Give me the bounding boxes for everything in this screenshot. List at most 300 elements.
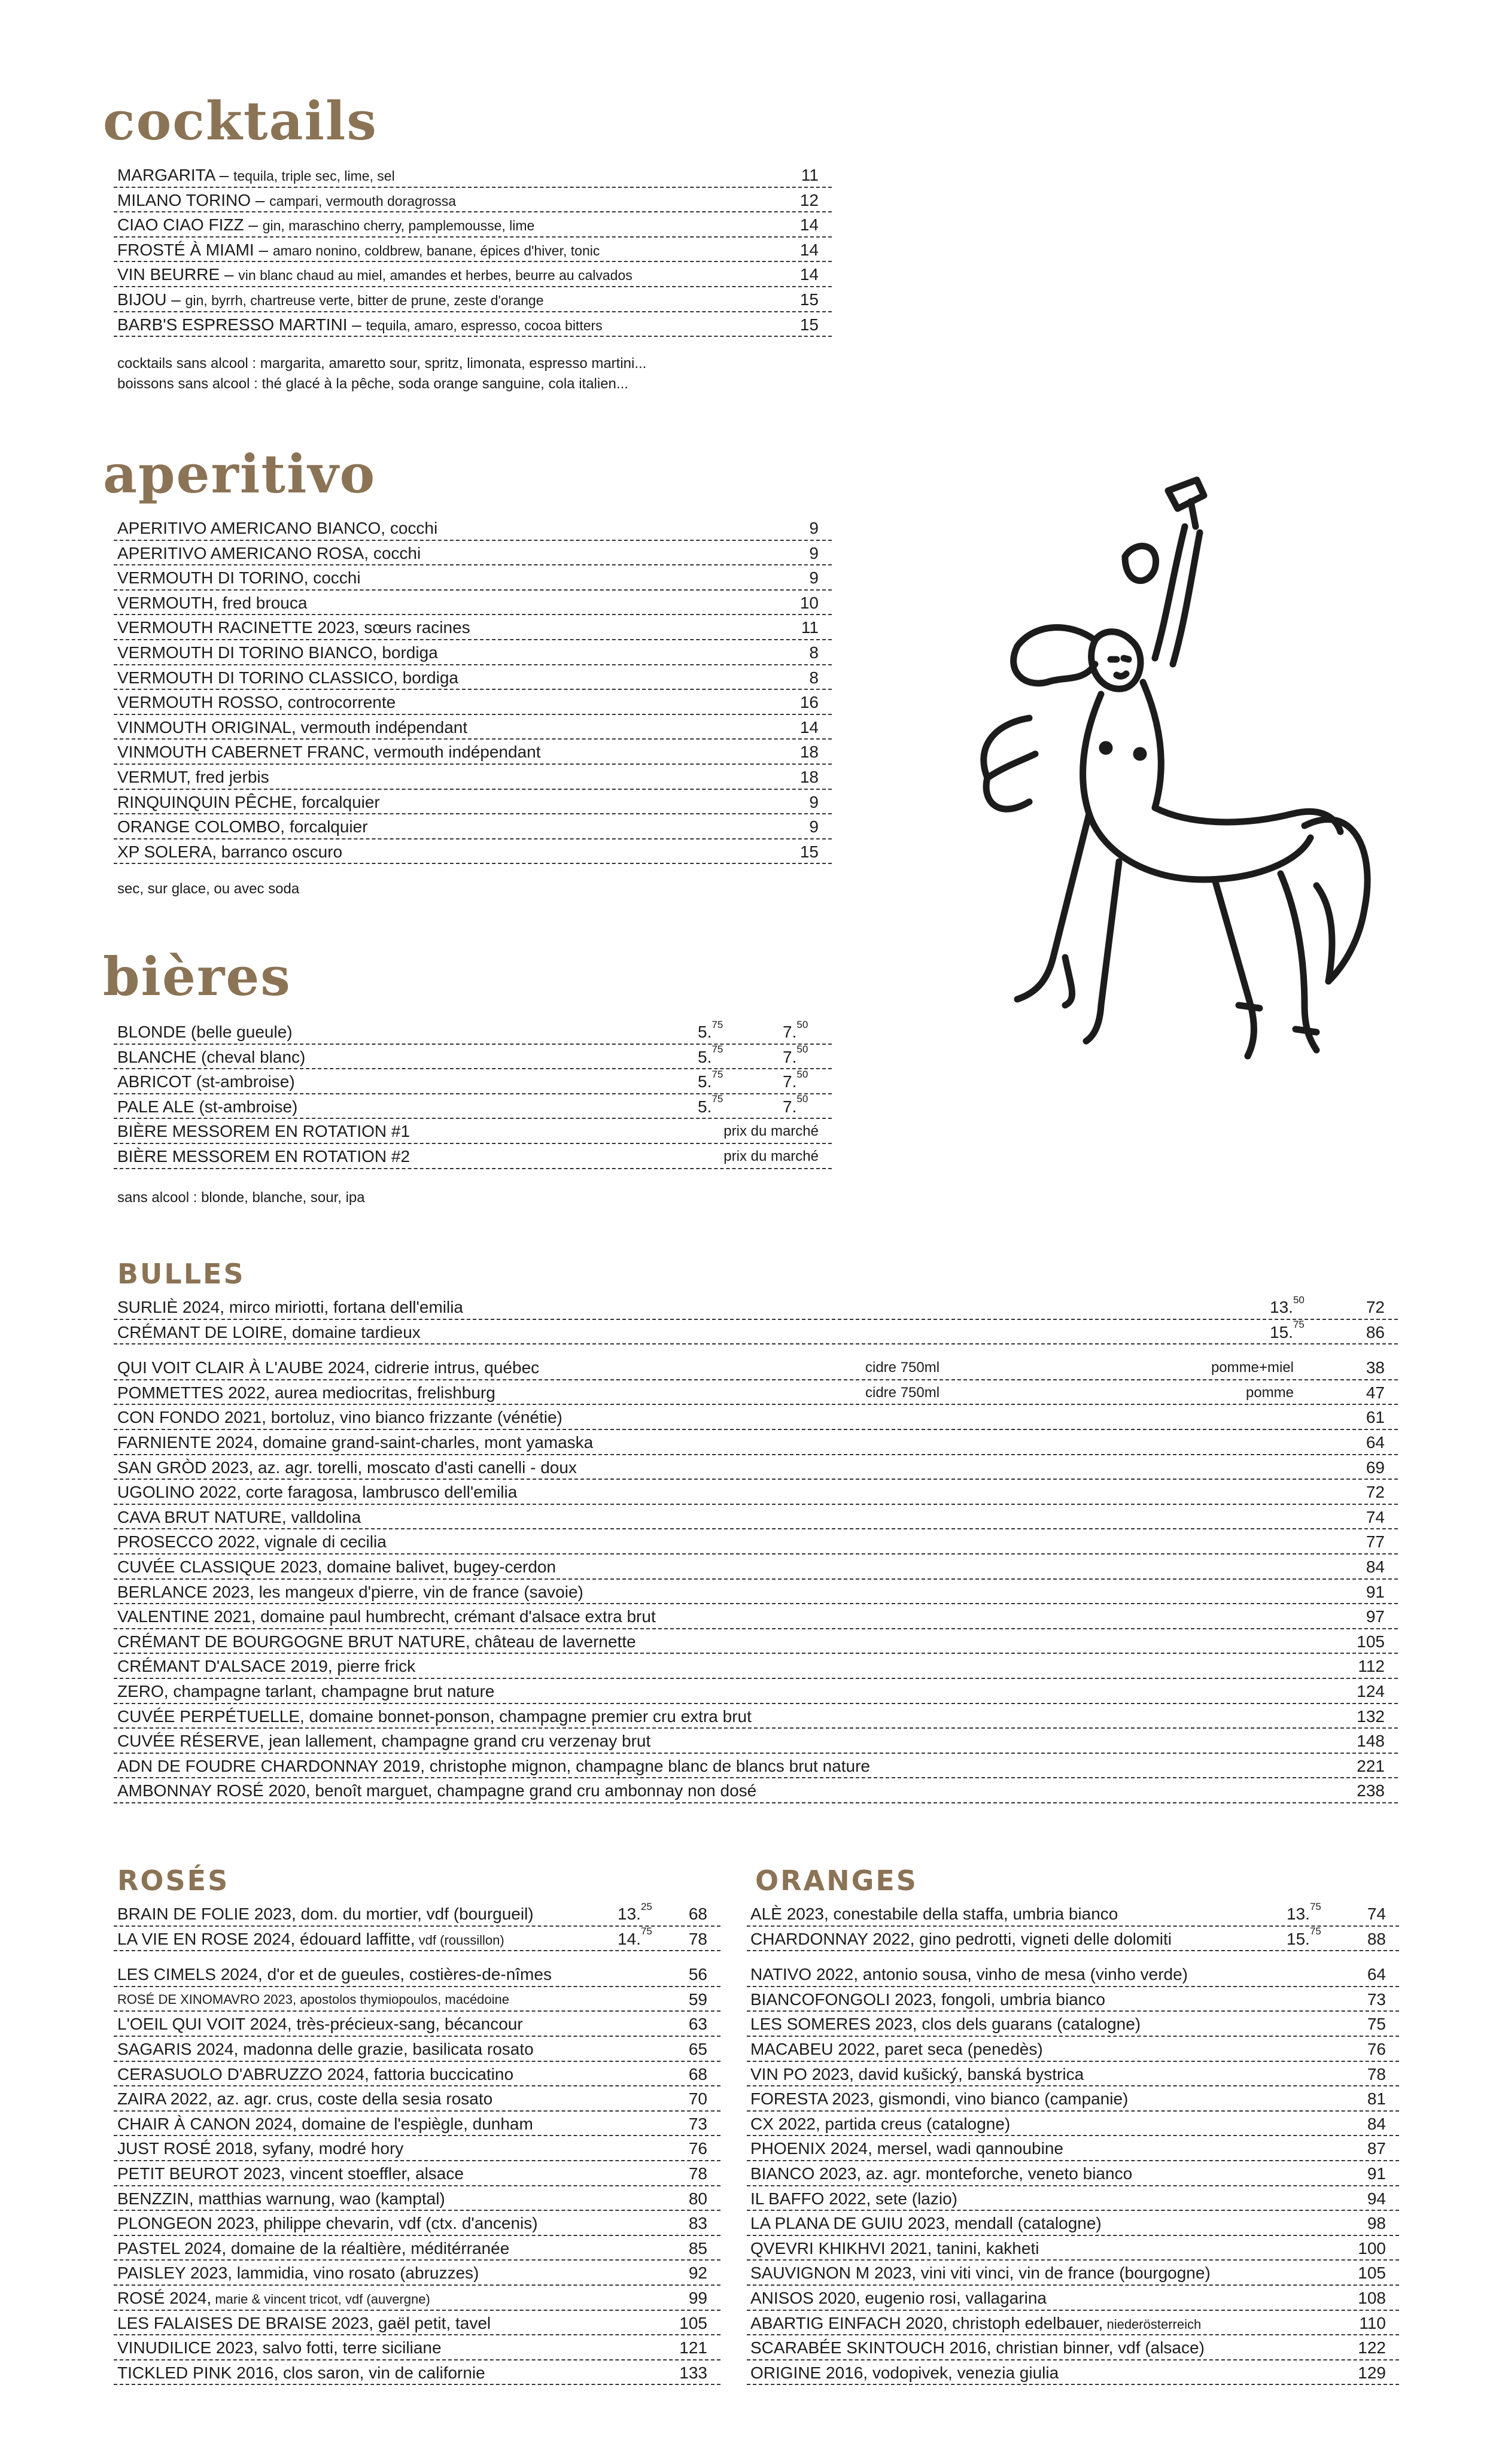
oranges-name	[750, 2186, 957, 2211]
aperitivo-row	[114, 765, 832, 790]
beer-rotation-price: prix du marché	[723, 1123, 819, 1140]
roses-row	[114, 2335, 720, 2360]
oranges-list	[747, 1902, 1399, 2385]
cidre-price: 47	[1366, 1383, 1385, 1402]
oranges-price: 129	[1358, 2363, 1386, 2382]
cocktails-note-2: boissons sans alcool : thé glacé à la pêche, soda orange sanguine, cola italien...	[117, 376, 628, 392]
aperitivo-price: 15	[799, 842, 819, 861]
cocktail-title: CIAO CIAO FIZZ	[117, 215, 244, 235]
roses-glass-price-sup: 75	[640, 1925, 652, 1937]
oranges-row	[747, 2261, 1399, 2286]
oranges-glass-row	[747, 1902, 1399, 1927]
oranges-row	[747, 2335, 1399, 2360]
aperitivo-row	[114, 740, 832, 765]
roses-glass-price	[618, 1902, 652, 1926]
roses-price: 59	[688, 1990, 707, 2009]
oranges-row	[747, 2086, 1399, 2112]
oranges-bottle-price: 88	[1367, 1929, 1386, 1948]
roses-name	[117, 2360, 485, 2385]
aperitivo-row	[114, 814, 832, 839]
cocktail-description: vin blanc chaud au miel, amandes et herbes, beurre au calvados	[238, 267, 633, 284]
roses-price: 73	[688, 2114, 707, 2133]
oranges-price: 78	[1367, 2064, 1386, 2083]
beer-rotation-name: BIÈRE MESSOREM EN ROTATION #2	[117, 1146, 411, 1166]
oranges-name-text: VIN PO 2023, david kušický, banská bystrica	[750, 2064, 1084, 2083]
oranges-row	[747, 2311, 1399, 2336]
roses-row	[114, 2062, 720, 2087]
beer-price-small-main: 5.	[698, 1023, 712, 1041]
bulles-name: VALENTINE 2021, domaine paul humbrecht, crémant d'alsace extra brut	[117, 1607, 656, 1626]
oranges-name	[750, 2012, 1141, 2036]
cidre-name: POMMETTES 2022, aurea mediocritas, frelishburg	[117, 1383, 495, 1402]
cocktail-name: MILANO TORINO – campari, vermouth doragrossa	[117, 190, 457, 209]
bulles-name: UGOLINO 2022, corte faragosa, lambrusco dell'emilia	[117, 1483, 518, 1502]
roses-row	[114, 2136, 720, 2161]
beer-rotation-name: BIÈRE MESSOREM EN ROTATION #1	[117, 1122, 411, 1141]
beer-price-large-sup: 50	[796, 1044, 808, 1055]
roses-name	[117, 2112, 533, 2136]
oranges-price: 110	[1359, 2313, 1386, 2332]
oranges-row	[747, 2286, 1399, 2311]
aperitivo-row	[114, 690, 832, 715]
aperitivo-price: 14	[799, 717, 819, 737]
oranges-name	[750, 2136, 1063, 2161]
beer-price-large-main: 7.	[783, 1072, 797, 1091]
beer-price-small-sup: 75	[711, 1018, 723, 1030]
beer-price-large-sup: 50	[796, 1093, 808, 1105]
roses-row	[114, 2286, 720, 2311]
oranges-heading: ORANGES	[755, 1864, 918, 1897]
roses-row	[114, 2211, 720, 2236]
roses-row	[114, 2037, 720, 2062]
oranges-glass-price-main: 13.	[1287, 1905, 1310, 1923]
bulles-name: FARNIENTE 2024, domaine grand-saint-charles, mont yamaska	[117, 1432, 594, 1452]
roses-name-text: BENZZIN, matthias warnung, wao (kamptal)	[117, 2189, 445, 2208]
bulles-name: CUVÉE PERPÉTUELLE, domaine bonnet-ponson, champagne premier cru extra brut	[117, 1706, 752, 1726]
roses-price: 70	[688, 2089, 707, 2109]
oranges-price: 64	[1367, 1965, 1386, 1984]
aperitivo-name: VINMOUTH ORIGINAL, vermouth indépendant	[117, 717, 468, 737]
oranges-name	[750, 2335, 1205, 2360]
roses-heading: ROSÉS	[117, 1864, 230, 1897]
bulles-price: 84	[1366, 1557, 1385, 1576]
cocktail-title: FROSTÉ À MIAMI	[117, 240, 254, 259]
roses-name-small: vdf (roussillon)	[415, 1932, 504, 1948]
roses-price: 63	[688, 2015, 707, 2034]
beer-price-large-main: 7.	[783, 1097, 797, 1116]
cocktail-description: gin, maraschino cherry, pamplemousse, lime	[262, 218, 535, 234]
roses-price: 78	[688, 2164, 707, 2183]
bulles-price: 238	[1357, 1781, 1385, 1800]
roses-row	[114, 2311, 720, 2336]
cidre-size: cidre 750ml	[865, 1384, 940, 1401]
roses-name	[117, 2236, 509, 2261]
cocktail-name: MARGARITA – tequila, triple sec, lime, sel	[117, 166, 395, 184]
roses-glass-price	[618, 1927, 652, 1951]
bulles-name: CUVÉE CLASSIQUE 2023, domaine balivet, bugey-cerdon	[117, 1557, 557, 1576]
bulles-price: 221	[1357, 1756, 1385, 1775]
roses-name	[117, 2186, 445, 2211]
bulles-price: 132	[1357, 1706, 1385, 1726]
roses-price: 99	[688, 2288, 707, 2307]
aperitivo-price: 9	[809, 817, 819, 836]
roses-row	[114, 2261, 720, 2286]
bulles-row	[114, 1778, 1398, 1803]
aperitivo-heading: aperitivo	[103, 443, 376, 505]
cocktail-description: amaro nonino, coldbrew, banane, épices d'hiver, tonic	[272, 242, 600, 258]
cocktail-row	[114, 238, 832, 263]
bulles-price: 112	[1358, 1657, 1385, 1676]
cocktail-name: VIN BEURRE – vin blanc chaud au miel, amandes et herbes, beurre au calvados	[117, 265, 633, 284]
bulles-price: 124	[1357, 1681, 1385, 1701]
beer-price-small-main: 5.	[698, 1047, 712, 1066]
oranges-name-text: FORESTA 2023, gismondi, vino bianco (campanie)	[750, 2089, 1129, 2109]
aperitivo-name: APERITIVO AMERICANO ROSA, cocchi	[117, 543, 421, 562]
beer-price-small	[698, 1094, 723, 1119]
bulles-row	[114, 1704, 1398, 1729]
bulles-row	[114, 1529, 1398, 1555]
bulles-row	[114, 1580, 1398, 1605]
roses-glass-price-main: 13.	[618, 1905, 641, 1923]
aperitivo-name: RINQUINQUIN PÊCHE, forcalquier	[117, 792, 380, 811]
roses-price: 68	[688, 2064, 707, 2083]
beer-price-large	[783, 1045, 808, 1069]
oranges-row	[747, 2012, 1399, 2037]
oranges-glass-price	[1287, 1927, 1321, 1951]
oranges-row	[747, 2236, 1399, 2261]
oranges-name	[750, 1987, 1105, 2012]
roses-name-text: TICKLED PINK 2016, clos saron, vin de californie	[117, 2363, 485, 2382]
cocktail-title: MARGARITA	[117, 166, 215, 184]
cocktail-price: 12	[799, 190, 819, 209]
roses-name-text: ROSÉ DE XINOMAVRO 2023, apostolos thymiopoulos, macédoine	[117, 1991, 510, 2007]
bulles-bottle-price: 72	[1366, 1298, 1385, 1316]
aperitivo-row	[114, 516, 832, 541]
aperitivo-price: 8	[809, 643, 819, 662]
cocktail-row	[114, 188, 832, 213]
cocktail-price: 14	[799, 240, 819, 259]
roses-price: 83	[688, 2214, 707, 2233]
oranges-name	[750, 1962, 1188, 1987]
bulles-name: CRÉMANT DE LOIRE, domaine tardieux	[117, 1322, 421, 1341]
aperitivo-name: VERMOUTH DI TORINO CLASSICO, bordiga	[117, 668, 458, 687]
bulles-price: 64	[1366, 1432, 1385, 1452]
beer-price-small	[698, 1020, 723, 1044]
cocktail-price: 11	[801, 166, 819, 184]
aperitivo-price: 9	[809, 519, 819, 537]
beer-price-small-sup: 75	[711, 1068, 723, 1080]
bulles-name: CUVÉE RÉSERVE, jean lallement, champagne grand cru verzenay brut	[117, 1732, 651, 1751]
oranges-price: 108	[1358, 2288, 1386, 2307]
oranges-name	[750, 2286, 1047, 2310]
oranges-name	[750, 2161, 1132, 2186]
roses-row	[114, 2112, 720, 2137]
bulles-price: 91	[1366, 1582, 1385, 1601]
roses-name: LA VIE EN ROSE 2024, édouard laffitte, vdf (roussillon)	[117, 1929, 504, 1948]
aperitivo-name: VINMOUTH CABERNET FRANC, vermouth indépendant	[117, 743, 541, 762]
aperitivo-price: 9	[809, 792, 819, 811]
aperitivo-price: 8	[809, 668, 819, 687]
aperitivo-row	[114, 839, 832, 865]
roses-bottle-price: 68	[688, 1905, 707, 1923]
cidre-row	[114, 1380, 1398, 1406]
oranges-name	[750, 2086, 1128, 2111]
bulles-price: 69	[1366, 1458, 1385, 1477]
oranges-price: 75	[1367, 2015, 1386, 2034]
oranges-name-text: IL BAFFO 2022, sete (lazio)	[750, 2189, 957, 2208]
roses-name-text: L'OEIL QUI VOIT 2024, très-précieux-sang, bécancour	[117, 2015, 523, 2034]
aperitivo-row	[114, 790, 832, 815]
oranges-row	[747, 2186, 1399, 2211]
oranges-name-text: PHOENIX 2024, mersel, wadi qannoubine	[750, 2139, 1063, 2158]
bulles-name: CRÉMANT DE BOURGOGNE BRUT NATURE, château de lavernette	[117, 1632, 636, 1651]
bulles-name: AMBONNAY ROSÉ 2020, benoît marguet, champagne grand cru ambonnay non dosé	[117, 1781, 757, 1800]
bulles-row	[114, 1480, 1398, 1505]
cocktail-row	[114, 262, 832, 287]
roses-price: 133	[679, 2363, 707, 2382]
beer-price-large-main: 7.	[783, 1023, 797, 1041]
roses-name	[117, 2286, 430, 2311]
roses-name-text: PAISLEY 2023, lammidia, vino rosato (abruzzes)	[117, 2264, 479, 2283]
oranges-name-text: LES SOMERES 2023, clos dels guarans (catalogne)	[750, 2015, 1141, 2034]
cocktail-description: gin, byrrh, chartreuse verte, bitter de prune, zeste d'orange	[185, 292, 544, 308]
bulles-glass-price-sup: 50	[1293, 1294, 1305, 1306]
oranges-glass-price-sup: 75	[1309, 1925, 1321, 1937]
aperitivo-price: 9	[809, 543, 819, 562]
bulles-row	[114, 1679, 1398, 1704]
cocktail-price: 15	[799, 290, 819, 309]
roses-name-text: CERASUOLO D'ABRUZZO 2024, fattoria buccicatino	[117, 2064, 514, 2083]
oranges-row	[747, 2037, 1399, 2062]
aperitivo-row	[114, 640, 832, 665]
beer-rotation-row	[114, 1144, 832, 1169]
roses-name	[117, 2335, 442, 2360]
aperitivo-price: 18	[799, 743, 819, 762]
oranges-name	[750, 2062, 1084, 2086]
bulles-name: CON FONDO 2021, bortoluz, vino bianco frizzante (vénétie)	[117, 1408, 562, 1427]
oranges-name-text: BIANCO 2023, az. agr. monteforche, veneto bianco	[750, 2164, 1133, 2183]
oranges-name	[750, 2037, 1043, 2061]
roses-name-text: ROSÉ 2024,	[117, 2288, 212, 2307]
aperitivo-name: XP SOLERA, barranco oscuro	[117, 842, 343, 861]
beer-price-small	[698, 1069, 723, 1094]
bulles-glass-row	[114, 1295, 1398, 1320]
bulles-price: 74	[1366, 1507, 1385, 1526]
bulles-list	[114, 1295, 1398, 1803]
cidre-name: QUI VOIT CLAIR À L'AUBE 2024, cidrerie intrus, québec	[117, 1358, 540, 1377]
aperitivo-price: 9	[809, 568, 819, 588]
oranges-bottle-price: 74	[1367, 1905, 1386, 1923]
cocktail-row	[114, 163, 832, 188]
bulles-row	[114, 1505, 1398, 1530]
bulles-row	[114, 1604, 1398, 1629]
bulles-glass-price	[1270, 1295, 1305, 1319]
roses-name	[117, 2261, 479, 2285]
oranges-price: 81	[1367, 2089, 1386, 2109]
roses-price: 105	[679, 2313, 707, 2332]
roses-row	[114, 2186, 720, 2211]
oranges-price: 105	[1358, 2264, 1386, 2283]
cocktail-row	[114, 212, 832, 238]
roses-name	[117, 2086, 492, 2111]
oranges-name-text: SCARABÉE SKINTOUCH 2016, christian binner, vdf (alsace)	[750, 2338, 1205, 2357]
roses-name-text: VINUDILICE 2023, salvo fotti, terre siciliane	[117, 2338, 442, 2357]
cocktail-description: tequila, amaro, espresso, cocoa bitters	[366, 317, 603, 333]
bulles-row	[114, 1629, 1398, 1654]
bulles-glass-price-sup: 75	[1293, 1319, 1305, 1331]
roses-name	[117, 2136, 403, 2161]
cocktail-name: FROSTÉ À MIAMI – amaro nonino, coldbrew, banane, épices d'hiver, tonic	[117, 240, 600, 259]
bulles-price: 77	[1366, 1532, 1385, 1552]
bieres-note: sans alcool : blonde, blanche, sour, ipa	[117, 1190, 365, 1206]
beer-row	[114, 1045, 832, 1070]
roses-price: 85	[688, 2238, 707, 2258]
cocktail-name: BARB'S ESPRESSO MARTINI – tequila, amaro, espresso, cocoa bitters	[117, 315, 603, 334]
aperitivo-name: ORANGE COLOMBO, forcalquier	[117, 817, 368, 836]
oranges-name-text: BIANCOFONGOLI 2023, fongoli, umbria bianco	[750, 1990, 1105, 2009]
bieres-heading: bières	[103, 945, 291, 1008]
cocktail-title: BIJOU	[117, 290, 167, 309]
cocktail-price: 14	[799, 265, 819, 284]
aperitivo-name: VERMOUTH DI TORINO, cocchi	[117, 568, 361, 588]
roses-name-small: marie & vincent tricot, vdf (auvergne)	[211, 2291, 430, 2307]
bulles-name: PROSECCO 2022, vignale di cecilia	[117, 1532, 387, 1552]
roses-row	[114, 2012, 720, 2037]
cocktail-row	[114, 312, 832, 337]
bulles-price: 61	[1366, 1408, 1385, 1427]
oranges-name-text: SAUVIGNON M 2023, vini viti vinci, vin de france (bourgogne)	[750, 2264, 1211, 2283]
roses-name	[117, 2161, 464, 2186]
aperitivo-price: 10	[799, 593, 819, 612]
oranges-glass-row	[747, 1927, 1399, 1952]
bulles-name: SURLIÈ 2024, mirco miriotti, fortana dell'emilia	[117, 1298, 464, 1316]
beer-price-large-main: 7.	[783, 1047, 797, 1066]
oranges-row	[747, 2112, 1399, 2137]
oranges-name: CHARDONNAY 2022, gino pedrotti, vigneti delle dolomiti	[750, 1929, 1172, 1948]
bulles-name: ZERO, champagne tarlant, champagne brut nature	[117, 1681, 495, 1701]
roses-name-text: LES CIMELS 2024, d'or et de gueules, costières-de-nîmes	[117, 1965, 552, 1984]
bulles-glass-price	[1270, 1320, 1305, 1344]
oranges-name-small: niederösterreich	[1103, 2316, 1202, 2332]
oranges-name-text: MACABEU 2022, paret seca (penedès)	[750, 2039, 1043, 2058]
roses-name-text: PETIT BEUROT 2023, vincent stoeffler, alsace	[117, 2164, 464, 2183]
roses-price: 76	[688, 2139, 707, 2158]
roses-name-text: JUST ROSÉ 2018, syfany, modré hory	[117, 2139, 404, 2158]
aperitivo-name: VERMOUTH ROSSO, controcorrente	[117, 693, 396, 712]
cocktail-row	[114, 287, 832, 312]
oranges-row	[747, 1962, 1399, 1987]
beer-name: BLONDE (belle gueule)	[117, 1023, 293, 1041]
bulles-row	[114, 1430, 1398, 1455]
roses-name: BRAIN DE FOLIE 2023, dom. du mortier, vdf (bourgueil)	[117, 1905, 534, 1923]
bulles-price: 72	[1366, 1483, 1385, 1502]
roses-name-text: CHAIR À CANON 2024, domaine de l'espiègle, dunham	[117, 2114, 533, 2133]
oranges-name-text: ABARTIG EINFACH 2020, christoph edelbauer,	[750, 2313, 1103, 2332]
bulles-bottle-price: 86	[1366, 1322, 1385, 1341]
roses-list	[114, 1902, 720, 2385]
oranges-price: 87	[1367, 2139, 1386, 2158]
roses-name	[117, 2037, 534, 2061]
bulles-row	[114, 1754, 1398, 1779]
beer-rotation-row	[114, 1119, 832, 1144]
beer-row	[114, 1020, 832, 1045]
aperitivo-row	[114, 541, 832, 566]
oranges-name	[750, 2236, 1039, 2261]
beer-price-small-sup: 75	[711, 1093, 723, 1105]
bulles-glass-price-main: 15.	[1270, 1322, 1293, 1341]
aperitivo-row	[114, 665, 832, 690]
cocktail-title: BARB'S ESPRESSO MARTINI	[117, 315, 348, 334]
cocktail-name: CIAO CIAO FIZZ – gin, maraschino cherry, pamplemousse, lime	[117, 215, 535, 235]
cidre-price: 38	[1366, 1358, 1385, 1377]
bulles-name: ADN DE FOUDRE CHARDONNAY 2019, christophe mignon, champagne blanc de blancs brut nature	[117, 1756, 870, 1775]
roses-name	[117, 2211, 538, 2235]
bulles-row	[114, 1455, 1398, 1480]
aperitivo-name: VERMOUTH DI TORINO BIANCO, bordiga	[117, 643, 438, 662]
roses-bottle-price: 78	[688, 1929, 707, 1948]
beer-price-small-main: 5.	[698, 1097, 712, 1116]
bulles-row	[114, 1555, 1398, 1580]
bulles-row	[114, 1729, 1398, 1754]
aperitivo-price: 11	[801, 618, 819, 637]
cidre-size: cidre 750ml	[865, 1359, 940, 1376]
roses-name-text: ZAIRA 2022, az. agr. crus, coste della sesia rosato	[117, 2089, 493, 2109]
roses-row	[114, 2161, 720, 2186]
beer-name: ABRICOT (st-ambroise)	[117, 1072, 295, 1091]
oranges-price: 91	[1367, 2164, 1386, 2183]
beer-price-small-main: 5.	[698, 1072, 712, 1091]
oranges-name-text: ANISOS 2020, eugenio rosi, vallagarina	[750, 2288, 1047, 2307]
oranges-name-text: ORIGINE 2016, vodopivek, venezia giulia	[750, 2363, 1059, 2382]
roses-price: 80	[688, 2189, 707, 2208]
oranges-name-text: QVEVRI KHIKHVI 2021, tanini, kakheti	[750, 2238, 1039, 2258]
roses-name	[117, 1962, 552, 1987]
cocktails-note-1: cocktails sans alcool : margarita, amaretto sour, spritz, limonata, espresso martini...	[117, 355, 647, 372]
roses-glass-row	[114, 1927, 720, 1952]
oranges-price: 98	[1367, 2214, 1386, 2233]
oranges-glass-price-main: 15.	[1287, 1929, 1310, 1948]
roses-glass-price-sup: 25	[640, 1900, 652, 1912]
aperitivo-list	[114, 516, 832, 864]
beer-price-small-sup: 75	[711, 1044, 723, 1055]
bulles-row	[114, 1654, 1398, 1679]
bulles-price: 97	[1366, 1607, 1385, 1626]
aperitivo-note: sec, sur glace, ou avec soda	[117, 881, 300, 897]
bulles-glass-price-main: 13.	[1270, 1298, 1293, 1316]
cocktails-list	[114, 163, 832, 337]
roses-row	[114, 2360, 720, 2386]
roses-price: 121	[679, 2338, 707, 2357]
oranges-name	[750, 2261, 1211, 2285]
roses-price: 56	[688, 1965, 707, 1984]
oranges-row	[747, 2360, 1399, 2386]
roses-glass-row	[114, 1902, 720, 1927]
roses-glass-price-main: 14.	[618, 1929, 641, 1948]
aperitivo-name: VERMUT, fred jerbis	[117, 767, 269, 786]
cocktail-price: 14	[799, 215, 819, 235]
bulles-name: SAN GRÒD 2023, az. agr. torelli, moscato d'asti canelli - doux	[117, 1458, 577, 1477]
beer-name: BLANCHE (cheval blanc)	[117, 1047, 306, 1066]
roses-row	[114, 2236, 720, 2261]
oranges-name-text: NATIVO 2022, antonio sousa, vinho de mesa (vinho verde)	[750, 1965, 1188, 1984]
oranges-price: 76	[1367, 2039, 1386, 2058]
bulles-row	[114, 1405, 1398, 1430]
bulles-price: 148	[1357, 1732, 1385, 1751]
aperitivo-name: APERITIVO AMERICANO BIANCO, cocchi	[117, 519, 438, 537]
centaur-with-wine-glass-illustration	[945, 467, 1400, 1077]
beer-price-large	[783, 1020, 808, 1044]
oranges-price: 84	[1367, 2114, 1386, 2133]
